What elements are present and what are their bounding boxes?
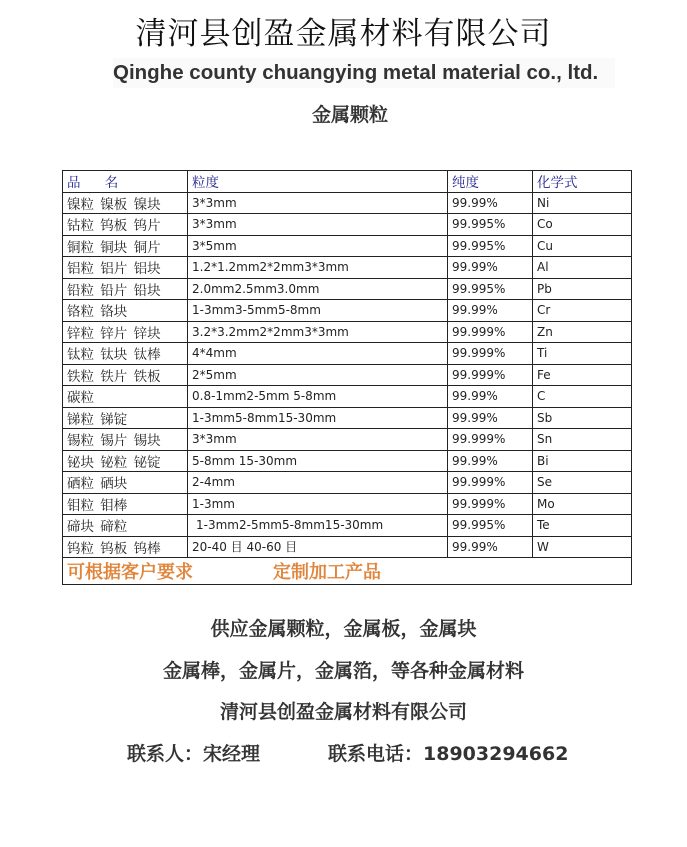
purity-cell: 99.995% bbox=[448, 515, 533, 537]
table-row bbox=[63, 300, 632, 322]
product-name-cell: 钨粒 钨板 钨棒 bbox=[63, 536, 188, 558]
product-name-cell: 碳粒 bbox=[63, 386, 188, 408]
col-header-size: 粒度 bbox=[188, 171, 448, 193]
size-cell: 0.8-1mm2-5mm 5-8mm bbox=[188, 386, 448, 408]
product-name-cell: 铝粒 铝片 铝块 bbox=[63, 257, 188, 279]
formula-cell: Ti bbox=[533, 343, 632, 365]
product-name-cell: 钼粒 钼棒 bbox=[63, 493, 188, 515]
formula-cell: Fe bbox=[533, 364, 632, 386]
supply-line-1: 供应金属颗粒，金属板，金属块 bbox=[210, 618, 477, 640]
custom-note-cell bbox=[63, 558, 632, 585]
supply-line-2: 金属棒，金属片，金属箔，等各种金属材料 bbox=[162, 660, 524, 682]
size-cell: 20-40 目 40-60 目 bbox=[188, 536, 448, 558]
size-cell: 2-4mm bbox=[188, 472, 448, 494]
contact-phone: 联系电话：18903294662 bbox=[328, 743, 569, 765]
product-name-cell: 铜粒 铜块 铜片 bbox=[63, 235, 188, 257]
size-cell: 1-3mm5-8mm15-30mm bbox=[188, 407, 448, 429]
product-spec-table bbox=[62, 170, 632, 585]
table-footer-row bbox=[63, 558, 632, 585]
purity-cell: 99.995% bbox=[448, 278, 533, 300]
size-cell: 2*5mm bbox=[188, 364, 448, 386]
product-name-cell: 铅粒 铅片 铅块 bbox=[63, 278, 188, 300]
table-row bbox=[63, 450, 632, 472]
purity-cell: 99.999% bbox=[448, 493, 533, 515]
size-cell: 1-3mm3-5mm5-8mm bbox=[188, 300, 448, 322]
table-row bbox=[63, 235, 632, 257]
size-cell: 1-3mm bbox=[188, 493, 448, 515]
custom-note-2: 定制加工产品 bbox=[273, 562, 381, 583]
product-name-cell: 镍粒 镍板 镍块 bbox=[63, 192, 188, 214]
formula-cell: Sn bbox=[533, 429, 632, 451]
formula-cell: Co bbox=[533, 214, 632, 236]
custom-note-1: 可根据客户要求 bbox=[67, 562, 193, 583]
purity-cell: 99.995% bbox=[448, 235, 533, 257]
formula-cell: Bi bbox=[533, 450, 632, 472]
purity-cell: 99.995% bbox=[448, 214, 533, 236]
col-header-formula: 化学式 bbox=[533, 171, 632, 193]
purity-cell: 99.99% bbox=[448, 386, 533, 408]
product-name-cell: 锌粒 锌片 锌块 bbox=[63, 321, 188, 343]
table-row bbox=[63, 278, 632, 300]
size-cell: 3*3mm bbox=[188, 192, 448, 214]
col-header-purity: 纯度 bbox=[448, 171, 533, 193]
col-header-name: 品 名 bbox=[63, 171, 188, 193]
purity-cell: 99.999% bbox=[448, 343, 533, 365]
size-cell: 1.2*1.2mm2*2mm3*3mm bbox=[188, 257, 448, 279]
purity-cell: 99.999% bbox=[448, 321, 533, 343]
company-name-cn: 清河县创盈金属材料有限公司 bbox=[135, 16, 552, 52]
table-row bbox=[63, 536, 632, 558]
purity-cell: 99.99% bbox=[448, 536, 533, 558]
table-row bbox=[63, 321, 632, 343]
table-row bbox=[63, 515, 632, 537]
contact-info bbox=[127, 739, 568, 766]
formula-cell: Al bbox=[533, 257, 632, 279]
formula-cell: Mo bbox=[533, 493, 632, 515]
product-name-cell: 铬粒 铬块 bbox=[63, 300, 188, 322]
product-name-cell: 锑粒 锑锭 bbox=[63, 407, 188, 429]
company-name-en: Qinghe county chuangying metal material co., ltd. bbox=[113, 58, 615, 88]
purity-cell: 99.999% bbox=[448, 429, 533, 451]
purity-cell: 99.99% bbox=[448, 450, 533, 472]
purity-cell: 99.99% bbox=[448, 407, 533, 429]
size-cell: 2.0mm2.5mm3.0mm bbox=[188, 278, 448, 300]
table-row bbox=[63, 407, 632, 429]
purity-cell: 99.99% bbox=[448, 192, 533, 214]
formula-cell: W bbox=[533, 536, 632, 558]
size-cell: 3*5mm bbox=[188, 235, 448, 257]
formula-cell: Ni bbox=[533, 192, 632, 214]
formula-cell: C bbox=[533, 386, 632, 408]
product-name-cell: 钛粒 钛块 钛棒 bbox=[63, 343, 188, 365]
table-row bbox=[63, 493, 632, 515]
size-cell: 4*4mm bbox=[188, 343, 448, 365]
size-cell: 3*3mm bbox=[188, 429, 448, 451]
size-cell: 3*3mm bbox=[188, 214, 448, 236]
formula-cell: Cu bbox=[533, 235, 632, 257]
formula-cell: Se bbox=[533, 472, 632, 494]
product-name-cell: 硒粒 硒块 bbox=[63, 472, 188, 494]
formula-cell: Sb bbox=[533, 407, 632, 429]
purity-cell: 99.999% bbox=[448, 472, 533, 494]
formula-cell: Cr bbox=[533, 300, 632, 322]
product-name-cell: 碲块 碲粒 bbox=[63, 515, 188, 537]
table-row bbox=[63, 364, 632, 386]
product-name-cell: 锡粒 锡片 锡块 bbox=[63, 429, 188, 451]
table-row bbox=[63, 192, 632, 214]
purity-cell: 99.999% bbox=[448, 364, 533, 386]
purity-cell: 99.99% bbox=[448, 300, 533, 322]
table-row bbox=[63, 472, 632, 494]
formula-cell: Pb bbox=[533, 278, 632, 300]
purity-cell: 99.99% bbox=[448, 257, 533, 279]
product-name-cell: 钴粒 钨板 钨片 bbox=[63, 214, 188, 236]
table-header-row bbox=[63, 171, 632, 193]
page-subtitle: 金属颗粒 bbox=[311, 104, 388, 126]
company-name-footer: 清河县创盈金属材料有限公司 bbox=[219, 701, 467, 723]
formula-cell: Te bbox=[533, 515, 632, 537]
table-row bbox=[63, 257, 632, 279]
contact-person: 联系人：宋经理 bbox=[127, 743, 261, 765]
formula-cell: Zn bbox=[533, 321, 632, 343]
table-row bbox=[63, 214, 632, 236]
table-row bbox=[63, 343, 632, 365]
size-cell: 5-8mm 15-30mm bbox=[188, 450, 448, 472]
size-cell: 3.2*3.2mm2*2mm3*3mm bbox=[188, 321, 448, 343]
size-cell: 1-3mm2-5mm5-8mm15-30mm bbox=[188, 515, 448, 537]
product-name-cell: 铁粒 铁片 铁板 bbox=[63, 364, 188, 386]
table-row bbox=[63, 386, 632, 408]
product-name-cell: 铋块 铋粒 铋锭 bbox=[63, 450, 188, 472]
table-row bbox=[63, 429, 632, 451]
